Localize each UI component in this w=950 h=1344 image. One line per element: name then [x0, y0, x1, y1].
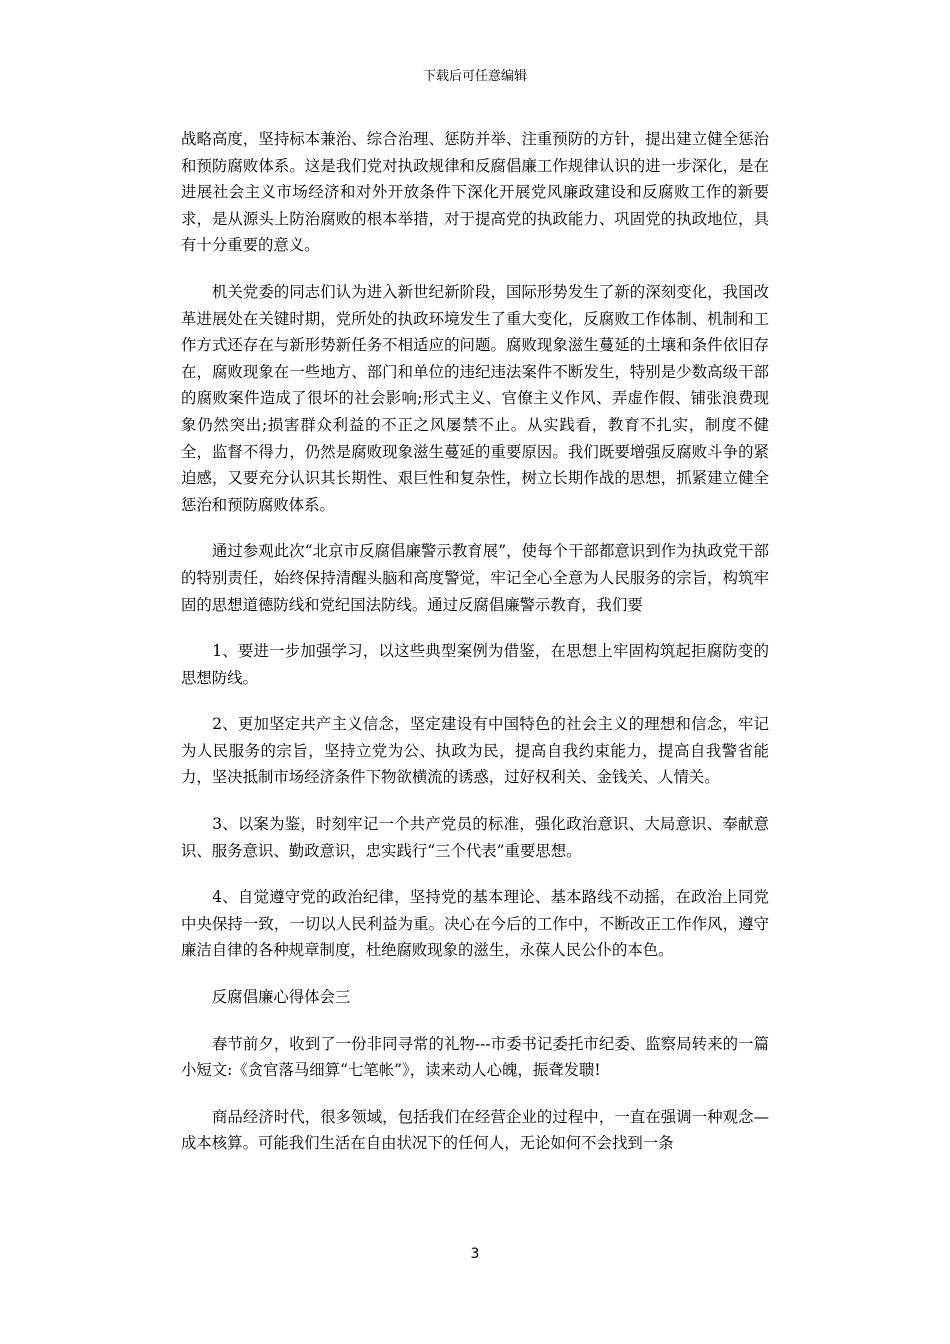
- paragraph-party-committee: 机关党委的同志们认为进入新世纪新阶段，国际形势发生了新的深刻变化，我国改革进展处在关键时期，党所处的执政环境发生了重大变化，反腐败工作体制、机制和工作方式还存在与新形势新任务不相适应的问题。腐败现象滋生蔓延的土壤和条件依旧存在，腐败现象在一些地方、部门和单位的违纪违法案件不断发生，特别是少数高级干部的腐败案件造成了很坏的社会影响;形式主义、官僚主义作风、弄虚作假、铺张浪费现象仍然突出;损害群众利益的不正之风屡禁不止。从实践看，教育不扎实，制度不健全，监督不得力，仍然是腐败现象滋生蔓延的重要原因。我们既要增强反腐败斗争的紧迫感，又要充分认识其长期性、艰巨性和复杂性，树立长期作战的思想，抓紧建立健全惩治和预防腐败体系。: [181, 282, 769, 514]
- list-item-3: 3、以案为鉴，时刻牢记一个共产党员的标准，强化政治意识、大局意识、奉献意识、服务意识、勤政意识，忠实践行“三个代表”重要思想。: [181, 815, 769, 860]
- page-number: 3: [470, 1246, 480, 1262]
- section-heading: 反腐倡廉心得体会三: [181, 988, 351, 1007]
- paragraph-intro: 战略高度，坚持标本兼治、综合治理、惩防并举、注重预防的方针，提出建立健全惩治和预防腐败体系。这是我们党对执政规律和反腐倡廉工作规律认识的进一步深化，是在进展社会主义市场经济和对外开放条件下深化开展党风廉政建设和反腐败工作的新要求，是从源头上防治腐败的根本举措，对于提高党的执政能力、巩固党的执政地位，具有十分重要的意义。: [181, 130, 769, 255]
- paragraph-commodity-economy: 商品经济时代，很多领域，包括我们在经营企业的过程中，一直在强调一种观念—成本核算。可能我们生活在自由状况下的任何人，无论如何不会找到一条: [181, 1107, 769, 1153]
- paragraph-spring-festival: 春节前夕，收到了一份非同寻常的礼物---市委书记委托市纪委、监察局转来的一篇小短文:《贪官落马细算“七笔帐”》，读来动人心魄，振聋发聩!: [181, 1034, 769, 1080]
- list-item-1: 1、要进一步加强学习，以这些典型案例为借鉴，在思想上牢固构筑起拒腐防变的思想防线。: [181, 642, 769, 687]
- page-header: 下载后可任意编辑: [422, 69, 527, 84]
- document-body: [181, 126, 769, 1157]
- list-item-4: 4、自觉遵守党的政治纪律，坚持党的基本理论、基本路线不动摇，在政治上同党中央保持一致，一切以人民利益为重。决心在今后的工作中，不断改正工作作风，遵守廉洁自律的各种规章制度，杜绝腐败现象的滋生，永葆人民公仆的本色。: [181, 888, 769, 960]
- list-item-2: 2、更加坚定共产主义信念，坚定建设有中国特色的社会主义的理想和信念，牢记为人民服务的宗旨，坚持立党为公、执政为民，提高自我约束能力，提高自我警省能力，坚决抵制市场经济条件下物欲横流的诱惑，过好权利关、金钱关、人情关。: [181, 715, 769, 787]
- paragraph-exhibition: 通过参观此次“北京市反腐倡廉警示教育展”，使每个干部都意识到作为执政党干部的特别责任，始终保持清醒头脑和高度警觉，牢记全心全意为人民服务的宗旨，构筑牢固的思想道德防线和党纪国法防线。通过反腐倡廉警示教育，我们要: [181, 542, 769, 614]
